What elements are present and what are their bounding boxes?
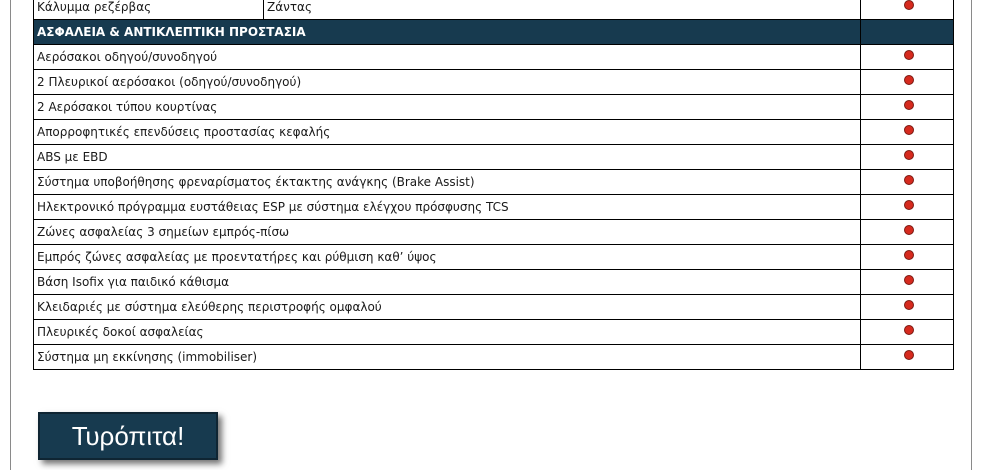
table-row — [34, 45, 954, 70]
indicator-cell — [861, 195, 954, 220]
indicator-cell — [861, 145, 954, 170]
section-title: ΑΣΦΑΛΕΙΑ & ΑΝΤΙΚΛΕΠΤΙΚΗ ΠΡΟΣΤΑΣΙΑ — [34, 20, 861, 45]
indicator-cell — [861, 170, 954, 195]
red-dot-icon — [904, 50, 914, 60]
feature-label: Βάση Isofix για παιδικό κάθισμα — [34, 270, 861, 295]
feature-label: Σύστημα υποβοήθησης φρεναρίσματος έκτακτης ανάγκης (Brake Assist) — [34, 170, 861, 195]
indicator-cell — [861, 245, 954, 270]
red-dot-icon — [904, 225, 914, 235]
table-row — [34, 295, 954, 320]
feature-label: Απορροφητικές επενδύσεις προστασίας κεφαλής — [34, 120, 861, 145]
table-row — [34, 70, 954, 95]
feature-label: ABS με EBD — [34, 145, 861, 170]
indicator-cell — [861, 345, 954, 370]
red-dot-icon — [904, 75, 914, 85]
table-row — [34, 120, 954, 145]
table-row — [34, 245, 954, 270]
red-dot-icon — [904, 150, 914, 160]
feature-label: Κλειδαριές με σύστημα ελεύθερης περιστροφής ομφαλού — [34, 295, 861, 320]
indicator-cell — [861, 320, 954, 345]
table-row — [34, 170, 954, 195]
red-dot-icon — [904, 175, 914, 185]
indicator-cell — [861, 295, 954, 320]
feature-label: 2 Αερόσακοι τύπου κουρτίνας — [34, 95, 861, 120]
red-dot-icon — [904, 325, 914, 335]
section-header — [34, 20, 954, 45]
red-dot-icon — [904, 275, 914, 285]
section-header-empty-cell — [861, 20, 954, 45]
row-label: Κάλυμμα ρεζέρβας — [34, 0, 264, 20]
table-row — [34, 195, 954, 220]
indicator-cell — [861, 70, 954, 95]
red-dot-icon — [904, 125, 914, 135]
red-dot-icon — [904, 250, 914, 260]
table-row — [34, 270, 954, 295]
table-row — [34, 145, 954, 170]
indicator-cell — [861, 120, 954, 145]
red-dot-icon — [904, 100, 914, 110]
indicator-cell — [861, 220, 954, 245]
table-row — [34, 320, 954, 345]
tiropita-button[interactable]: Τυρόπιτα! — [38, 412, 218, 460]
indicator-cell — [861, 0, 954, 20]
red-dot-icon — [904, 0, 914, 10]
table-row — [34, 95, 954, 120]
red-dot-icon — [904, 200, 914, 210]
feature-label: Εμπρός ζώνες ασφαλείας με προεντατήρες και ρύθμιση καθ’ ύψος — [34, 245, 861, 270]
red-dot-icon — [904, 350, 914, 360]
feature-label: Πλευρικές δοκοί ασφαλείας — [34, 320, 861, 345]
feature-label: Ηλεκτρονικό πρόγραμμα ευστάθειας ESP με σύστημα ελέγχου πρόσφυσης TCS — [34, 195, 861, 220]
features-table — [33, 0, 954, 370]
table-row — [34, 220, 954, 245]
table-row-spare-cover — [34, 0, 954, 20]
row-value: Ζάντας — [264, 0, 861, 20]
indicator-cell — [861, 270, 954, 295]
feature-label: Αερόσακοι οδηγού/συνοδηγού — [34, 45, 861, 70]
feature-label: 2 Πλευρικοί αερόσακοι (οδηγού/συνοδηγού) — [34, 70, 861, 95]
indicator-cell — [861, 45, 954, 70]
table-row — [34, 345, 954, 370]
feature-label: Σύστημα μη εκκίνησης (immobiliser) — [34, 345, 861, 370]
feature-label: Ζώνες ασφαλείας 3 σημείων εμπρός-πίσω — [34, 220, 861, 245]
red-dot-icon — [904, 300, 914, 310]
indicator-cell — [861, 95, 954, 120]
